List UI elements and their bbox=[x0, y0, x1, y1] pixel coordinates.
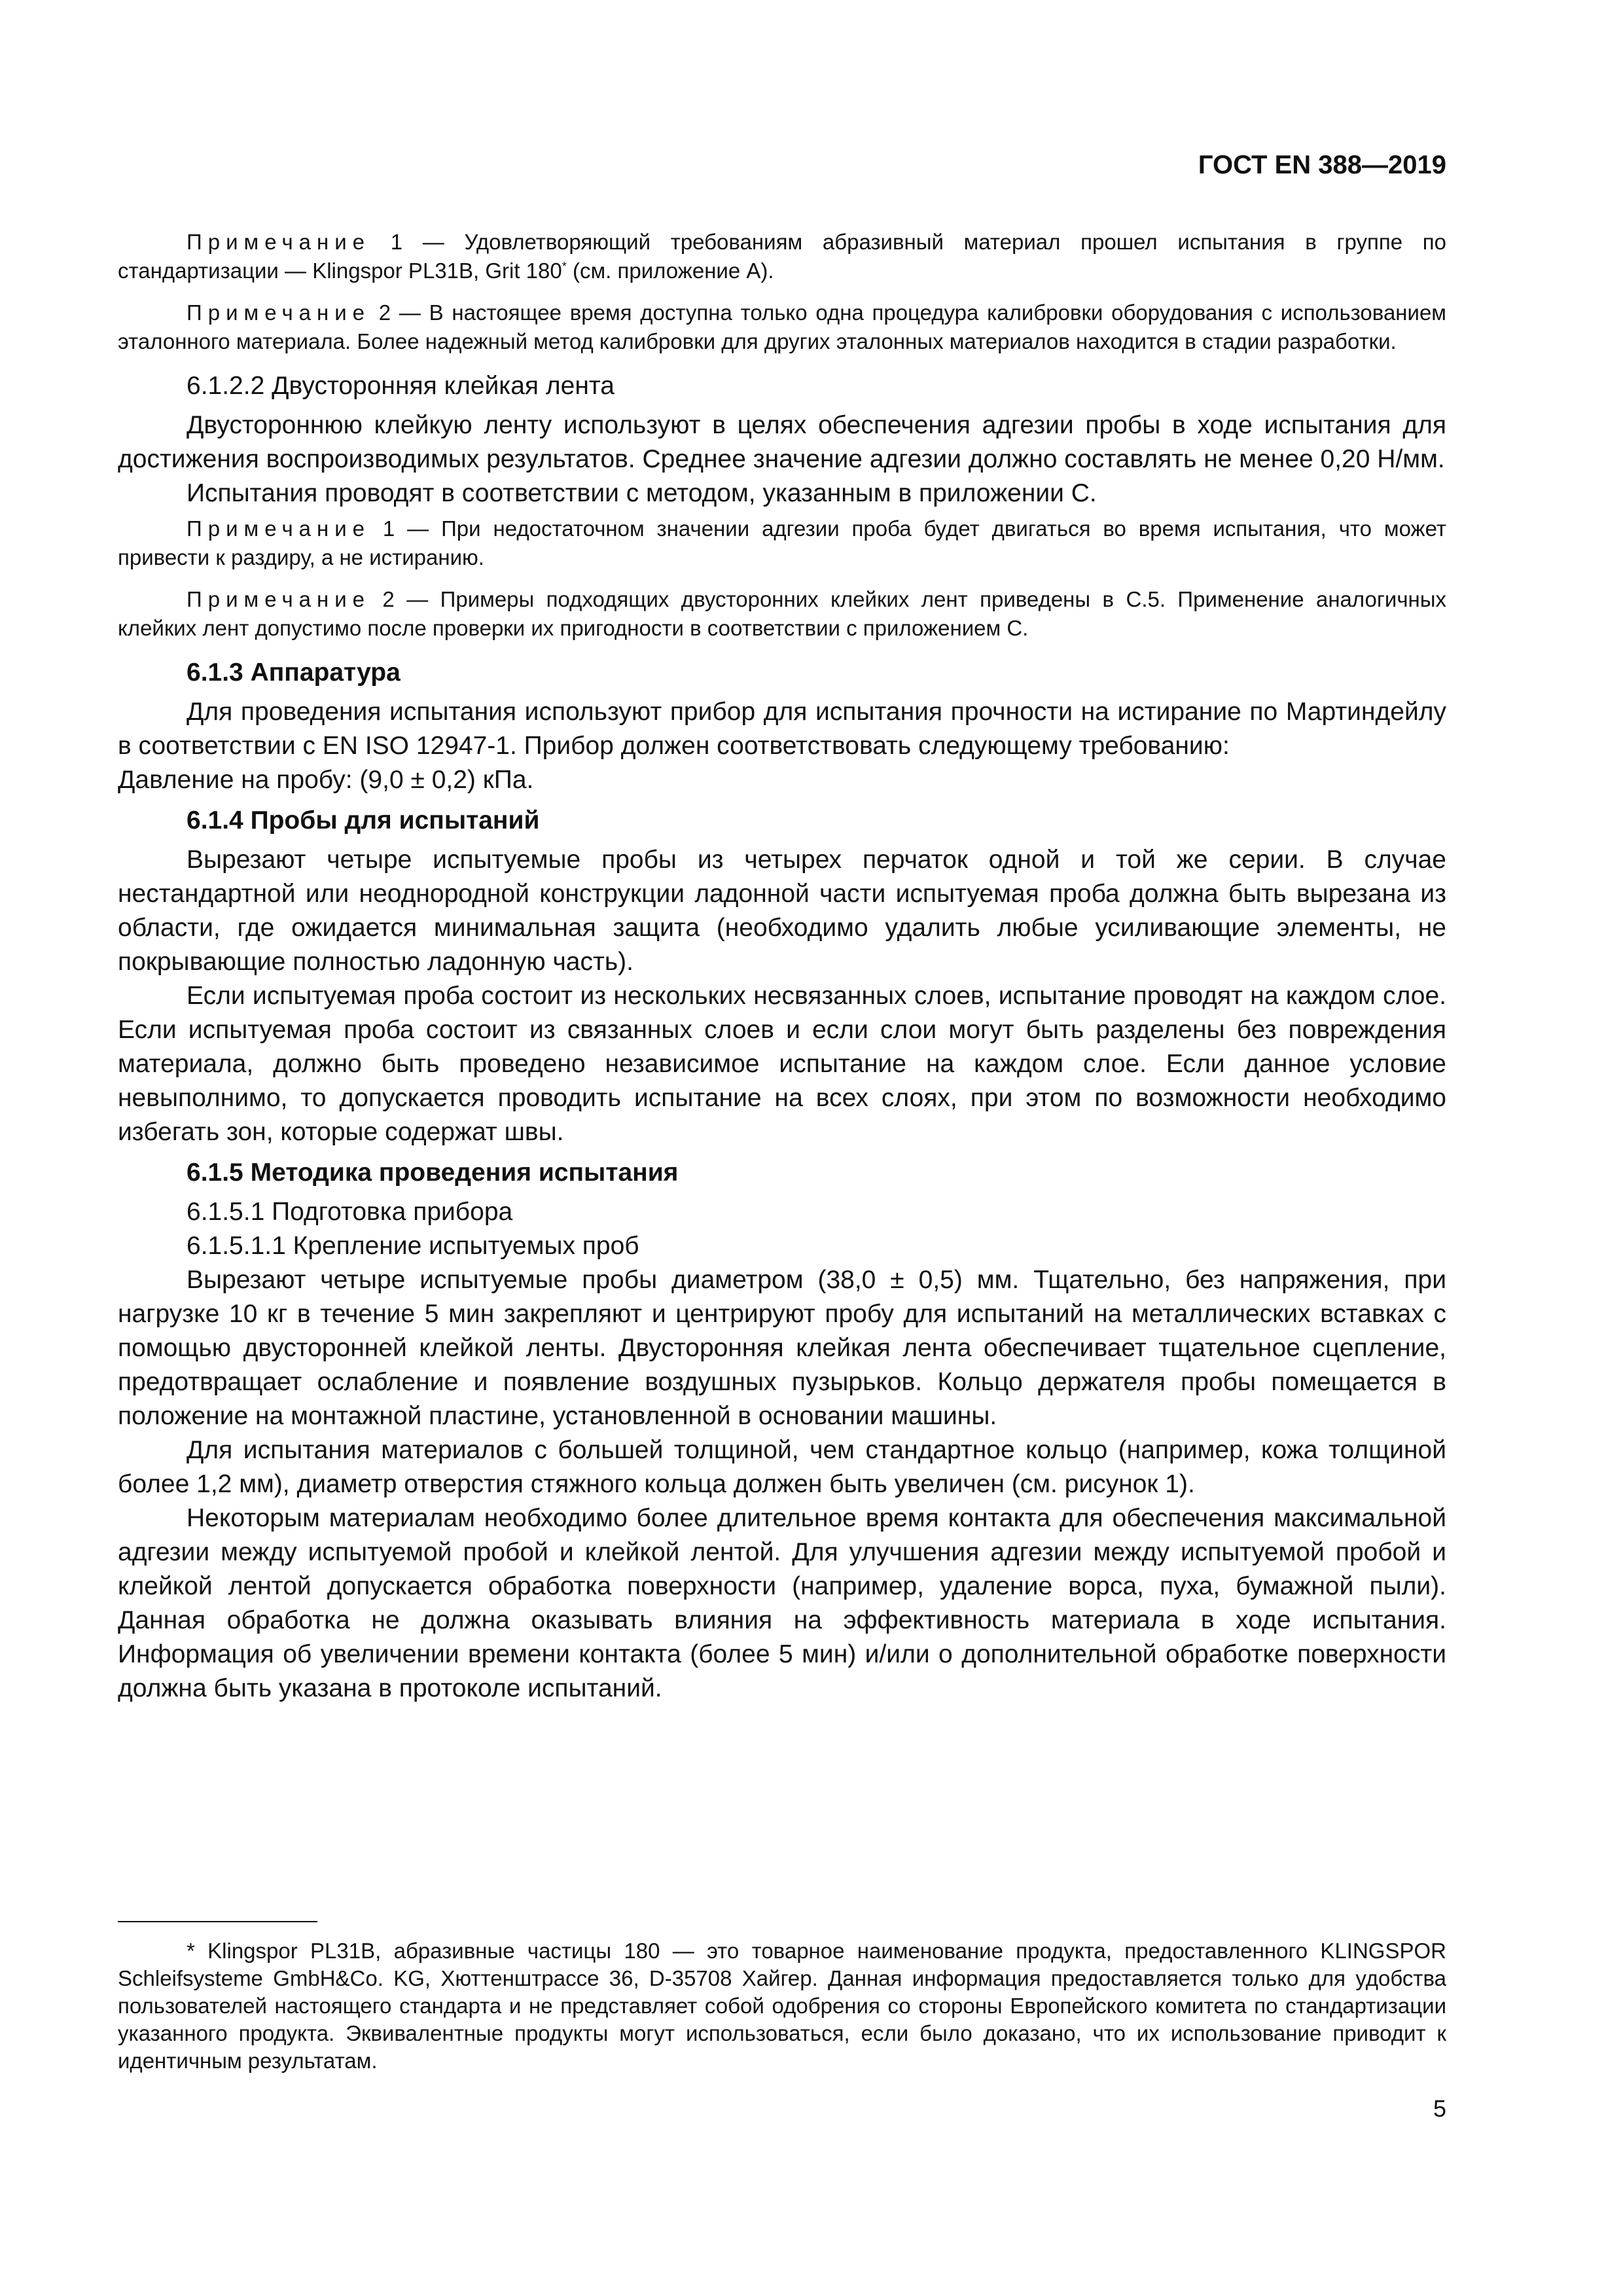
note-text: 1 — При недостаточном значении адгезии проба будет двигаться во время испытания, что может привести к раздиру, а не истиранию. bbox=[118, 516, 1446, 569]
paragraph: Для испытания материалов с большей толщиной, чем стандартное кольцо (например, кожа толщиной более 1,2 мм), диаметр отверстия стяжного кольца должен быть увеличен (см. рисунок 1). bbox=[118, 1436, 1446, 1498]
section-6-1-3-heading: 6.1.3 Аппаратура bbox=[187, 658, 401, 687]
paragraph: Некоторым материалам необходимо более длительное время контакта для обеспечения максимальной адгезии между испытуемой пробой и клейкой лентой. Для улучшения адгезии между испытуемой пробой и клейкой лентой допускается обработка поверхности (например, удаление ворса, пуха, бумажной пыли). Данная обработка не должна оказывать влияния на эффективность материала в ходе испытания. Информация об увеличении времени контакта (более 5 мин) и/или о дополнительной обработке поверхности должна быть указана в протоколе испытаний. bbox=[118, 1504, 1446, 1702]
section-6-1-4-heading: 6.1.4 Пробы для испытаний bbox=[187, 806, 540, 834]
paragraph: Вырезают четыре испытуемые пробы из четырех перчаток одной и той же серии. В случае нестандартной или неоднородной конструкции ладонной части испытуемая проба должна быть вырезана из области, где ожидается минимальная защита (необходимо удалить любые усиливающие элементы, не покрывающие полностью ладонную часть). bbox=[118, 846, 1446, 976]
paragraph: Вырезают четыре испытуемые пробы диаметром (38,0 ± 0,5) мм. Тщательно, без напряжения, при нагрузке 10 кг в течение 5 мин закрепляют и центрируют пробу для испытаний на металлических вставках с помощью двусторонней клейкой ленты. Двусторонняя клейкая лента обеспечивает тщательное сцепление, предотвращает ослабление и появление воздушных пузырьков. Кольцо держателя пробы помещается в положение на монтажной пластине, установленной в основании машины. bbox=[118, 1266, 1446, 1430]
note-text: 1 — Удовлетворяющий требованиям абразивный материал прошел испытания в группе по стандартизации — Klingspor PL31B, Grit 180 bbox=[118, 230, 1446, 283]
note-label: Примечание bbox=[187, 300, 371, 325]
page-content bbox=[118, 228, 1446, 1706]
note-2-top bbox=[118, 298, 1446, 356]
note-text: 2 — В настоящее время доступна только одна процедура калибровки оборудования с использованием эталонного материала. Более надежный метод калибровки для других эталонных материалов находится в стадии разработки. bbox=[118, 300, 1446, 353]
note-label: Примечание bbox=[187, 516, 371, 541]
note-1-adhesion bbox=[118, 514, 1446, 572]
document-page bbox=[118, 0, 1446, 2296]
section-6-1-5-1-heading: 6.1.5.1 Подготовка прибора bbox=[187, 1198, 513, 1226]
note-label: Примечание bbox=[187, 230, 371, 254]
section-6-1-5-1-1-heading: 6.1.5.1.1 Крепление испытуемых проб bbox=[187, 1232, 639, 1260]
note-text: 2 — Примеры подходящих двусторонних клейких лент приведены в С.5. Применение аналогичных клейких лент допустимо после проверки их пригодности в соответствии с приложением С. bbox=[118, 587, 1446, 640]
section-6-1-5-heading: 6.1.5 Методика проведения испытания bbox=[187, 1158, 679, 1187]
paragraph: Двустороннюю клейкую ленту используют в целях обеспечения адгезии пробы в ходе испытания для достижения воспроизводимых результатов. Среднее значение адгезии должно составлять не менее 0,20 Н/мм. bbox=[118, 411, 1446, 473]
footnote-separator bbox=[118, 1921, 317, 1922]
section-6-1-2-2-heading: 6.1.2.2 Двусторонняя клейкая лента bbox=[187, 372, 615, 400]
note-text-end: (см. приложение А). bbox=[566, 259, 774, 283]
note-1-top bbox=[118, 228, 1446, 285]
paragraph: Для проведения испытания используют прибор для испытания прочности на истирание по Мартиндейлу в соответствии с EN ISO 12947-1. Прибор должен соответствовать следующему требованию: bbox=[118, 698, 1446, 760]
footnote: * Klingspor PL31B, абразивные частицы 180 — это товарное наименование продукта, предоставленного KLINGSPOR Schleifsysteme GmbH&Co. KG, Хюттенштрассе 36, D-35708 Хайгер. Данная информация предоставляется только для удобства пользователей настоящего стандарта и не представляет собой одобрения со стороны Европейского комитета по стандартизации указанного продукта. Эквивалентные продукты могут использоваться, если было доказано, что их использование приводит к идентичным результатам. bbox=[118, 1939, 1446, 2073]
paragraph: Если испытуемая проба состоит из нескольких несвязанных слоев, испытание проводят на каждом слое. Если испытуемая проба состоит из связанных слоев и если слои могут быть разделены без повреждения материала, должно быть проведено независимое испытание на каждом слое. Если данное условие невыполнимо, то допускается проводить испытание на всех слоях, при этом по возможности необходимо избегать зон, которые содержат швы. bbox=[118, 982, 1446, 1146]
document-id-header: ГОСТ EN 388—2019 bbox=[1198, 151, 1446, 179]
page-number: 5 bbox=[1433, 2095, 1446, 2122]
footnote-mark: * bbox=[562, 260, 567, 273]
note-2-adhesion bbox=[118, 585, 1446, 643]
paragraph: Испытания проводят в соответствии с методом, указанным в приложении С. bbox=[187, 479, 1097, 507]
note-label: Примечание bbox=[187, 587, 371, 611]
paragraph: Давление на пробу: (9,0 ± 0,2) кПа. bbox=[118, 766, 534, 794]
